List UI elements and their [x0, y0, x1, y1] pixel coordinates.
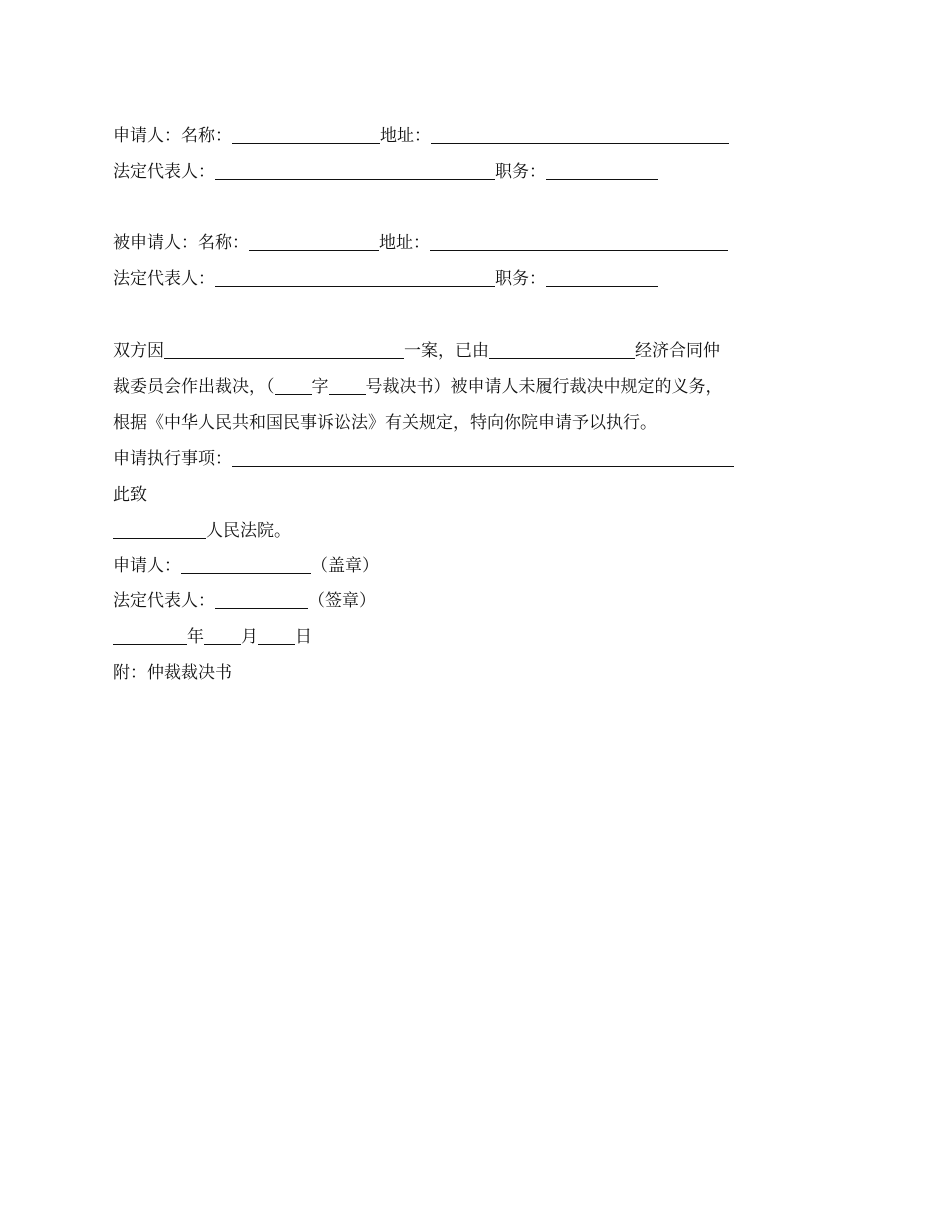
- body-line-2: [113, 377, 723, 397]
- body-p2-b: 字: [311, 377, 329, 397]
- attachment-line: [113, 663, 232, 683]
- body-p3: 根据《中华人民共和国民事诉讼法》有关规定，特向你院申请予以执行。: [113, 413, 657, 433]
- sign-note: （签章）: [308, 591, 376, 611]
- applicant-rep-line: [113, 162, 658, 182]
- year-label: 年: [187, 627, 204, 647]
- month-blank[interactable]: [204, 628, 241, 645]
- seal-note: （盖章）: [311, 556, 379, 576]
- respondent-name-label: 名称：: [198, 233, 249, 253]
- year-blank[interactable]: [113, 628, 187, 645]
- matters-blank[interactable]: [232, 450, 734, 467]
- applicant-label: 申请人：: [113, 126, 181, 146]
- body-p1-b: 一案，已由: [404, 341, 489, 361]
- closing-applicant-blank[interactable]: [181, 557, 311, 574]
- body-p2-c: 号裁决书）被申请人未履行裁决中规定的义务，: [365, 377, 723, 397]
- respondent-rep-label: 法定代表人：: [113, 269, 215, 289]
- court-line: [113, 521, 291, 541]
- applicant-name-blank[interactable]: [232, 127, 380, 144]
- respondent-rep-line: [113, 269, 658, 289]
- applicant-seal-line: [113, 556, 379, 576]
- body-line-1: [113, 341, 720, 361]
- court-name-blank[interactable]: [113, 522, 206, 539]
- applicant-rep-label: 法定代表人：: [113, 162, 215, 182]
- applicant-address-label: 地址：: [380, 126, 431, 146]
- day-blank[interactable]: [258, 628, 295, 645]
- respondent-position-label: 职务：: [495, 269, 546, 289]
- case-blank[interactable]: [164, 342, 404, 359]
- decision-char-blank[interactable]: [275, 378, 312, 395]
- body-p2-a: 裁委员会作出裁决，（: [113, 377, 275, 397]
- date-line: [113, 627, 312, 647]
- month-label: 月: [241, 627, 258, 647]
- decision-number-blank[interactable]: [329, 378, 366, 395]
- salutation-line: [113, 485, 147, 505]
- respondent-name-line: [113, 233, 728, 253]
- applicant-name-label: 名称：: [181, 126, 232, 146]
- respondent-label: 被申请人：: [113, 233, 198, 253]
- respondent-rep-blank[interactable]: [215, 270, 495, 287]
- respondent-position-blank[interactable]: [546, 270, 658, 287]
- arbitration-body-blank[interactable]: [489, 342, 635, 359]
- respondent-address-blank[interactable]: [430, 234, 728, 251]
- rep-sign-line: [113, 591, 376, 611]
- closing-applicant-label: 申请人：: [113, 556, 181, 576]
- matters-line: [113, 449, 734, 469]
- closing-rep-label: 法定代表人：: [113, 591, 215, 611]
- applicant-name-line: [113, 126, 729, 146]
- applicant-rep-blank[interactable]: [215, 163, 495, 180]
- court-suffix: 人民法院。: [206, 521, 291, 541]
- applicant-position-label: 职务：: [495, 162, 546, 182]
- respondent-address-label: 地址：: [379, 233, 430, 253]
- day-label: 日: [295, 627, 312, 647]
- applicant-address-blank[interactable]: [431, 127, 729, 144]
- salutation: 此致: [113, 485, 147, 505]
- applicant-position-blank[interactable]: [546, 163, 658, 180]
- body-p1-a: 双方因: [113, 341, 164, 361]
- body-line-3: [113, 413, 657, 433]
- body-p1-c: 经济合同仲: [635, 341, 720, 361]
- matters-label: 申请执行事项：: [113, 449, 232, 469]
- respondent-name-blank[interactable]: [249, 234, 379, 251]
- closing-rep-blank[interactable]: [215, 592, 308, 609]
- attachment: 附：仲裁裁决书: [113, 663, 232, 683]
